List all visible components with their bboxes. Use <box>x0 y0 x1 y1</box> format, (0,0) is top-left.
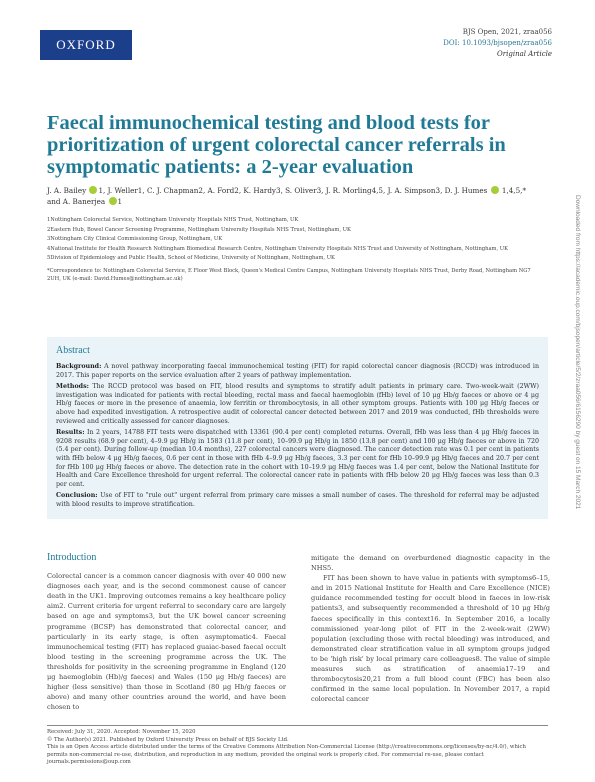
left-column <box>47 553 286 712</box>
copyright: © The Author(s) 2021. Published by Oxford University Press on behalf of BJS Society Ltd. <box>47 736 289 743</box>
affiliation: 4National Institute for Health Research Nottingham Biomedical Research Centre, Nottingham University Hospitals NHS Trust and University of Nottingham, Nottingham, UK <box>47 245 509 252</box>
download-watermark: Downloaded from https://academic.oup.com/bjsopen/article/5/2/zraa056/6156290 by guest on 15 March 2021 <box>574 195 581 510</box>
journal-info <box>443 27 552 60</box>
author-list: J. A. Bailey 1, J. Weller1, C. J. Chapman2, A. Ford2, K. Hardy3, S. Oliver3, J. R. Morling4,5, J. A. Simpson3, D. J. Humes 1,4,5,* and A. Banerjea 1 <box>47 186 527 206</box>
abstract-methods: Methods: The RCCD protocol was based on FIT, blood results and symptoms to stratify adult patients in primary care. Two-week-wait (2WW) investigation was indicated for patients with rectal bleeding, rectal mass and faecal haemoglobin (fHb) level of 10 μg Hb/g faeces or above or 4 μg Hb/g faeces or more in the presence of anaemia, low ferritin or thrombocytosis, in all other symptom groups. Patients with 100 μg Hb/g faeces or above had expedited investigation. A retrospective audit of colorectal cancer detected between 2017 and 2019 was conducted, fHb thresholds were reviewed and critically assessed for cancer diagnoses. <box>56 383 539 425</box>
orcid-icon[interactable] <box>89 186 97 194</box>
footer-divider <box>47 725 548 726</box>
correspondence: *Correspondence to: Nottingham Colorectal Service, E Floor West Block, Queen's Medical Centre Campus, Nottingham University Hospitals NHS Trust, Derby Road, Nottingham NG7 2UH, UK (e-mail: David.Humes@nottingham.ac.uk) <box>47 267 531 282</box>
orcid-icon[interactable] <box>491 186 499 194</box>
paragraph: FIT has been shown to have value in patients with symptoms6–15, and in 2015 National Institute for Health and Care Excellence (NICE) guidance recommended testing for occult blood in faeces in low-risk patients3, and subsequently recommended a threshold of 10 μg Hb/g faeces specifically in this context16. In September 2016, a locally commissioned year-long pilot of FIT in the 2-week-wait (2WW) population (excluding those with rectal bleeding) was introduced, and demonstrated clear stratification value in all symptom groups judged to be 'high risk' by local primary care colleagues8. The value of simple measures such as stratification of anaemia17–19 and thrombocytosis20,21 from a full blood count (FBC) has been also confirmed in the same local population. In November 2017, a rapid colorectal cancer <box>311 574 550 704</box>
orcid-icon[interactable] <box>109 197 117 205</box>
affiliations <box>47 216 537 285</box>
abstract-results: Results: In 2 years, 14788 FIT tests were dispatched with 13361 (90.4 per cent) completed returns. Overall, fHb was less than 4 μg Hb/g faeces in 9208 results (68.9 per cent), 4–9.9 μg Hb/g in 1583 (11.8 per cent), 10–99.9 μg Hb/g in 1850 (13.8 per cent) and 100 μg Hb/g faeces or above in 720 (5.4 per cent). During follow-up (median 10.4 months), 227 colorectal cancers were diagnosed. The cancer detection rate was 0.1 per cent in patients with fHb below 4 μg Hb/g faeces, 0.6 per cent in those with fHb 4–9.9 μg Hb/g faeces, 3.3 per cent for fHb 10–99.9 μg Hb/g faeces and 20.7 per cent for fHb 100 μg Hb/g faeces or above. The detection rate in the cohort with 10–19.9 μg Hb/g faeces was 1.4 per cent, below the National Institute for Health and Care Excellence threshold for urgent referral. The colorectal cancer rate in patients with fHb below 20 μg Hb/g faeces was less than 0.3 per cent. <box>56 429 539 488</box>
abstract-heading: Abstract <box>56 345 90 356</box>
abstract-background: Background: A novel pathway incorporating faecal immunochemical testing (FIT) for rapid colorectal cancer diagnosis (RCCD) was introduced in 2017. This paper reports on the service evaluation after 2 years of pathway implementation. <box>56 363 539 379</box>
introduction-heading: Introduction <box>47 552 97 563</box>
affiliation: 5Division of Epidemiology and Public Health, School of Medicine, University of Nottingham, Nottingham, UK <box>47 255 335 261</box>
received-dates: Received: July 31, 2020. Accepted: November 15, 2020 <box>47 729 196 735</box>
right-column <box>311 553 550 704</box>
license-text: This is an Open Access article distributed under the terms of the Creative Commons Attribution Non-Commercial License (http://creativecommons.org/licenses/by-nc/4.0/), which permits non-commercial re-use, distribution, and reproduction in any medium, provided the original work is properly cited. For commercial re-use, please contact journals.permissions@oup.com <box>47 744 526 766</box>
footer <box>47 729 548 767</box>
paragraph: mitigate the demand on overburdened diagnostic capacity in the NHS5. <box>311 554 550 573</box>
article-title: Faecal immunochemical testing and blood tests for prioritization of urgent colorectal cancer referrals in symptomatic patients: a 2-year evaluation <box>47 112 506 178</box>
doi-link[interactable]: DOI: 10.1093/bjsopen/zraa056 <box>443 39 552 47</box>
journal-citation: BJS Open, 2021, zraa056 <box>462 28 552 36</box>
affiliation: 2Eastern Hub, Bowel Cancer Screening Programme, Nottingham University Hospitals NHS Trust, Nottingham, UK <box>47 226 351 233</box>
paragraph: Colorectal cancer is a common cancer diagnosis with over 40 000 new diagnoses each year, and is the second commonest cause of cancer death in the UK1. Improving outcomes remains a key healthcare policy aim2. Current criteria for urgent referral to secondary care are largely based on age and symptoms3, but the UK bowel cancer screening programme (BCSP) has demonstrated that colorectal cancer, and particularly in its early stage, is often asymptomatic4. Faecal immunochemical testing (FIT) has replaced guaiac-based faecal occult blood testing in the screening programme across the UK. The thresholds for positivity in the screening programme in England (120 μg haemoglobin (Hb)/g faeces) and Wales (150 μg Hb/g faeces) are higher (less sensitive) than those in Scotland (80 μg Hb/g faeces or above) and many other countries around the world, and have been chosen to <box>47 572 286 712</box>
affiliation: 1Nottingham Colorectal Service, Nottingham University Hospitals NHS Trust, Nottingham, UK <box>47 217 299 223</box>
affiliation: 3Nottingham City Clinical Commissioning Group, Nottingham, UK <box>47 236 223 242</box>
abstract-conclusion: Conclusion: Use of FIT to "rule out" urgent referral from primary care misses a small number of cases. The threshold for referral may be adjusted with blood results to improve stratification. <box>56 492 539 508</box>
article-type: Original Article <box>497 50 552 58</box>
oxford-logo: OXFORD <box>40 30 132 60</box>
abstract-box <box>47 337 548 519</box>
